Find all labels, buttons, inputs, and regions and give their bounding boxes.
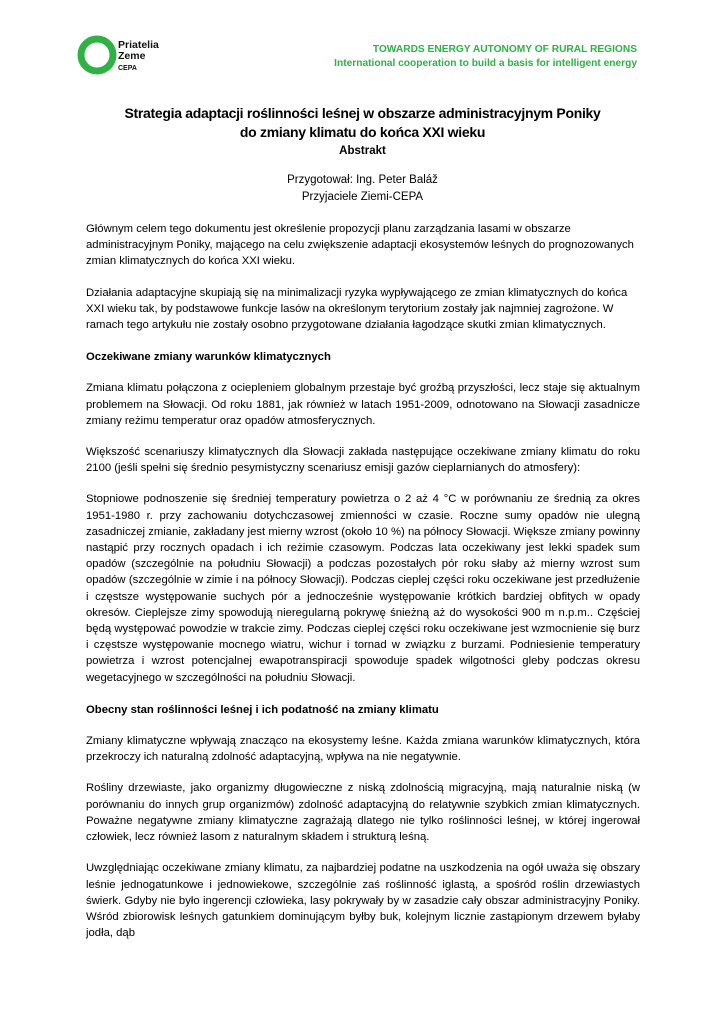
logo-line2: Zeme — [118, 50, 146, 62]
document-title — [0, 104, 725, 159]
logo-text — [118, 40, 159, 74]
section-heading-1: Oczekiwane zmiany warunków klimatycznych — [86, 351, 331, 364]
paragraph-5: Stopniowe podnoszenie się średniej temperatury powietrza o 2 aż 4 °C w porównaniu ze średnią za okres 1951-1980 r. przy zachowaniu dotychczasowej zmienności w czasie. Roczne sumy opadów nie ulegną zasadniczej zmianie, zakładany jest mierny wzrost (około 10 %) na północy Słowacji. Większe zmiany powinny nastąpić przy rocznych opadach i ich reżimie czasowym. Podczas lata oczekiwany jest lekki spadek sum opadów (szczególnie na południu Słowacji) a podczas pozostałych pór roku słaby aż mierny wzrost sum opadów (szczególnie w zimie i na północy Słowacji). Podczas cieplej części roku oczekiwane jest przedłużenie i częstsze występowanie suchych pór a jednocześnie występowanie krótkich bardziej obfitych w opady okresów. Cieplejsze zimy spowodują nieregularną pokrywę śnieżną aż do wysokości 900 m n.p.m.. Częściej będą występować powodzie w trakcie zimy. Podczas cieplej części roku oczekiwane jest wzmocnienie się burz i częstsze występowanie mocnego wiatru, wichur i tornad w związku z burzami. Podniesienie temperatury powietrza i wzrost potencjalnej ewapotranspiracji spowoduje spadek wilgotności gleby podczas okresu wegetacyjnego w szczególności na południu Słowacji. — [86, 493, 640, 684]
author: Przygotował: Ing. Peter Baláž — [287, 174, 438, 186]
title-line1: Strategia adaptacji roślinności leśnej w obszarze administracyjnym Poniky — [124, 105, 601, 121]
project-subtitle: International cooperation to build a basis for intelligent energy — [334, 58, 637, 69]
title-line2: do zmiany klimatu do końca XXI wieku — [239, 124, 486, 140]
document-body — [86, 221, 640, 956]
logo — [77, 33, 187, 79]
paragraph-1: Głównym celem tego dokumentu jest określenie propozycji planu zarządzania lasami w obszarze administracyjnym Poniky, mającego na celu zwiększenie adaptacji ekosystemów leśnych do prognozowanych zmian klimatycznych do końca XXI wieku. — [86, 223, 634, 268]
paragraph-3: Zmiana klimatu połączona z ociepleniem globalnym przestaje być groźbą przyszłości, lecz staje się aktualnym problemem na Słowacji. Od roku 1881, jak również w latach 1951-2009, odnotowano na Słowacji zasadnicze zmiany reżimu temperatur oraz opadów atmosferycznych. — [86, 382, 640, 427]
paragraph-8: Uwzględniając oczekiwane zmiany klimatu, za najbardziej podatne na uszkodzenia na ogół uważa się obszary leśnie jednogatunkowe i jednowiekowe, szczególnie zaś roślinność iglastą, a spośród roślin drzewiastych świerk. Gdyby nie było ingerencji człowieka, lasy pokrywały by w zasadzie cały obszar administracyjny Poniky. Wśród zbiorowisk leśnych gatunkiem dominującym byłby buk, kolejnym licznie zastąpionym drzewem byłaby jodła, dąb — [86, 862, 640, 940]
paragraph-4: Większość scenariuszy klimatycznych dla Słowacji zakłada następujące oczekiwane zmiany klimatu do roku 2100 (jeśli spełni się średnio pesymistyczny scenariusz emisji gazów cieplarnianych do atmosfery): — [86, 446, 640, 475]
abstract-label: Abstrakt — [339, 145, 386, 157]
project-title: TOWARDS ENERGY AUTONOMY OF RURAL REGIONS — [372, 44, 637, 55]
organization: Przyjaciele Ziemi-CEPA — [301, 191, 424, 203]
logo-line3: CEPA — [118, 65, 137, 72]
paragraph-2: Działania adaptacyjne skupiają się na minimalizacji ryzyka wypływającego ze zmian klimatycznych do końca XXI wieku tak, by podstawowe funkcje lasów na określonym terytorium zostały jak najmniej zagrożone. W ramach tego artykułu nie zostały osobno przygotowane działania łagodzące skutki zmian klimatycznych. — [86, 286, 628, 332]
ring-logo-icon — [77, 33, 117, 77]
logo-line1: Priatelia — [118, 39, 159, 51]
paragraph-6: Zmiany klimatyczne wpływają znacząco na ekosystemy leśne. Każda zmiana warunków klimatycznych, która przekroczy ich naturalną zdolność adaptacyjną, wpływa na nie negatywnie. — [86, 735, 640, 764]
prepared-by — [0, 172, 725, 206]
section-heading-2: Obecny stan roślinności leśnej i ich podatność na zmiany klimatu — [86, 703, 439, 716]
paragraph-7: Rośliny drzewiaste, jako organizmy długowieczne z niską zdolnością migracyjną, mają naturalnie niską (w porównaniu do innych grup organizmów) zdolność adaptacyjną do relatywnie szybkich zmian klimatycznych. Poważne negatywne zmiany klimatyczne zagrażają dlatego nie tylko roślinności leśnej, w której ingerował człowiek, lecz również lasom z naturalnym składem i strukturą leśną. — [86, 782, 640, 844]
project-header — [334, 43, 637, 71]
